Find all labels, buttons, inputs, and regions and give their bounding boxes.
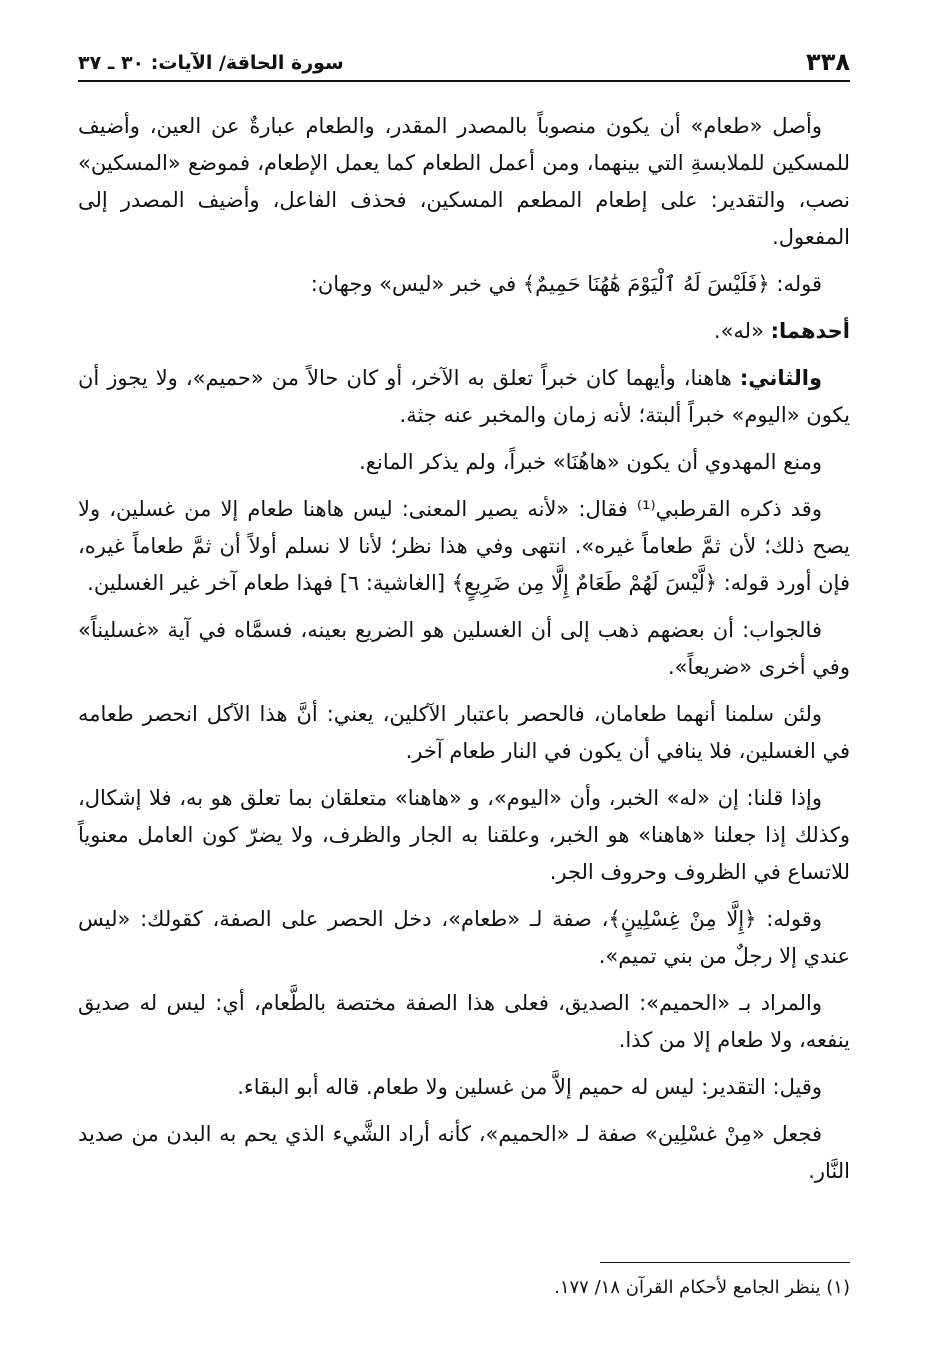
paragraph: فالجواب: أن بعضهم ذهب إلى أن الغسلين هو الضريع بعينه، فسمَّاه في آية «غسليناً» وفي أخرى «ضريعاً».: [78, 618, 850, 679]
main-text: [78, 108, 850, 1200]
paragraph: والمراد بـ «الحميم»: الصديق، فعلى هذا الصفة مختصة بالطَّعام، أي: ليس له صديق ينفعه، ولا طعام إلا من كذا.: [78, 991, 850, 1052]
footnote-divider: [600, 1262, 850, 1263]
paragraph: قوله: ﴿فَلَيْسَ لَهُ ٱلْيَوْمَ هَٰهُنَا حَمِيمٌ﴾ في خبر «ليس» وجهان:: [310, 272, 822, 296]
paragraph: وقيل: التقدير: ليس له حميم إلاَّ من غسلين ولا طعام. قاله أبو البقاء.: [237, 1075, 822, 1099]
paragraph: وقوله: ﴿إِلَّا مِنْ غِسْلِينٍ﴾، صفة لـ «طعام»، دخل الحصر على الصفة، كقولك: «ليس عندي إلا رجلٌ من بني تميم».: [78, 907, 850, 968]
paragraph-lead: أحدهما:: [770, 319, 850, 343]
paragraph: وإذا قلنا: إن «له» الخبر، وأن «اليوم»، و «هاهنا» متعلقان بما تعلق هو به، فلا إشكال، وكذلك إذا جعلنا «هاهنا» هو الخبر، وعلقنا به الجار والظرف، ولا يضرّ كون العامل معنوياً للاتساع في الظروف وحروف الجر.: [78, 786, 850, 884]
paragraph: ومنع المهدوي أن يكون «هاهُنَا» خبراً، ولم يذكر المانع.: [359, 450, 822, 474]
paragraph: أحدهما: «له».: [713, 319, 850, 343]
footnote: (١) ينظر الجامع لأحكام القرآن ١٨/ ١٧٧.: [554, 1277, 850, 1298]
page-number: ٣٣٨: [806, 48, 850, 76]
paragraph: ولئن سلمنا أنهما طعامان، فالحصر باعتبار الآكلين، يعني: أنَّ هذا الآكل انحصر طعامه في الغسلين، فلا ينافي أن يكون في النار طعام آخر.: [78, 702, 850, 763]
paragraph: وأصل «طعام» أن يكون منصوباً بالمصدر المقدر، والطعام عبارةٌ عن العين، وأضيف للمسكين للملابسةِ التي بينهما، ومن أعمل الطعام كما يعمل الإطعام، فموضع «المسكين» نصب، والتقدير: على إطعام المطعم المسكين، فحذف الفاعل، وأضيف المصدر إلى المفعول.: [78, 114, 850, 249]
page-header: [78, 34, 850, 82]
paragraph: وقد ذكره القرطبي⁽¹⁾ فقال: «لأنه يصير المعنى: ليس هاهنا طعام إلا من غسلين، ولا يصح ذلك؛ لأن ثمَّ طعاماً غيره». انتهى وفي هذا نظر؛ لأنا لا نسلم أولاً أن ثمَّ طعاماً غيره، فإن أورد قوله: ﴿لَّيْسَ لَهُمْ طَعَامٌ إِلَّا مِن ضَرِيعٍ﴾ [الغاشية: ٦] فهذا طعام آخر غير الغسلين.: [78, 497, 850, 595]
paragraph-lead: والثاني:: [739, 366, 822, 390]
paragraph: فجعل «مِنْ غسْلِين» صفة لـ «الحميم»، كأنه أراد الشَّيء الذي يحم به البدن من صديد النَّار.: [78, 1122, 850, 1183]
surah-title: سورة الحاقة/ الآيات: ٣٠ ـ ٣٧: [78, 52, 344, 74]
paragraph: والثاني: هاهنا، وأيهما كان خبراً تعلق به الآخر، أو كان حالاً من «حميم»، ولا يجوز أن يكون «اليوم» خبراً ألبتة؛ لأنه زمان والمخبر عنه جثة.: [78, 366, 850, 427]
